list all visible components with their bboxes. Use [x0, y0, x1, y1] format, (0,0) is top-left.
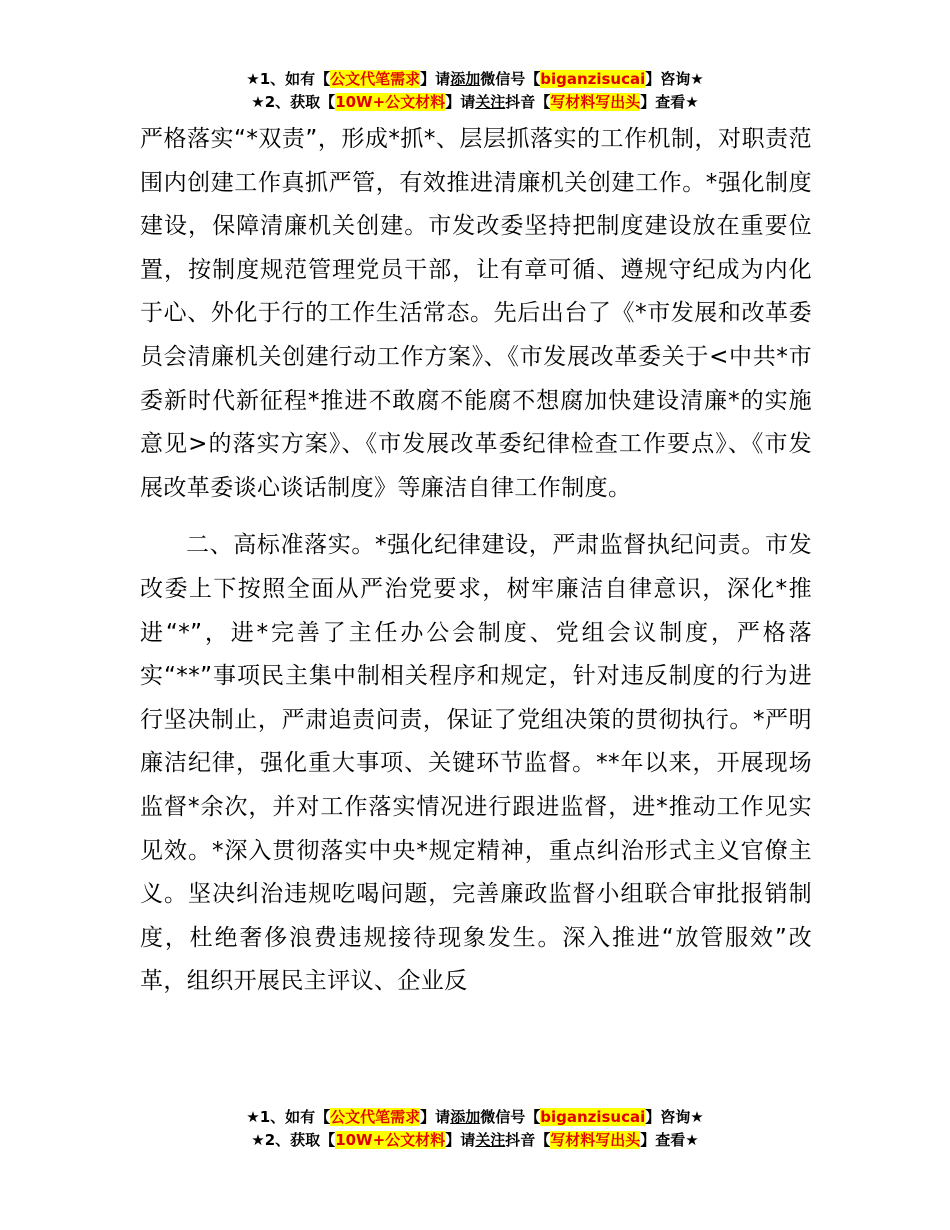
banner-highlight: 10W+公文材料 [335, 1131, 446, 1149]
banner-line-1 [0, 68, 950, 91]
footer-banner [0, 1106, 950, 1152]
banner-text: ★1、如有【 [246, 1108, 331, 1126]
banner-highlight: 写材料写出头 [550, 93, 641, 111]
banner-text: 】查看★ [640, 93, 699, 111]
banner-text: 微信号【 [480, 1108, 541, 1126]
banner-text: 抖音【 [505, 93, 551, 111]
banner-line-2 [0, 1129, 950, 1152]
banner-underlined-text: 添加 [450, 70, 481, 88]
banner-highlight: biganzisucai [540, 1108, 646, 1126]
banner-line-1 [0, 1106, 950, 1129]
banner-text: 微信号【 [480, 70, 541, 88]
banner-text: 】咨询★ [645, 1108, 704, 1126]
banner-text: 抖音【 [505, 1131, 551, 1149]
banner-underlined-text: 添加 [450, 1108, 481, 1126]
header-banner [0, 68, 950, 114]
banner-highlight: biganzisucai [540, 70, 646, 88]
banner-underlined-text: 关注 [475, 1131, 506, 1149]
banner-line-2 [0, 91, 950, 114]
body-paragraph-1: 严格落实“*双责”，形成*抓*、层层抓落实的工作机制，对职责范围内创建工作真抓严管，有效推进清廉机关创建工作。*强化制度建设，保障清廉机关创建。市发改委坚持把制度建设放在重要位置，按制度规范管理党员干部，让有章可循、遵规守纪成为内化于心、外化于行的工作生活常态。先后出台了《*市发展和改革委员会清廉机关创建行动工作方案》、《市发展改革委关于<中共*市委新时代新征程*推进不敢腐不能腐不想腐加快建设清廉*的实施意见>的落实方案》、《市发展改革委纪律检查工作要点》、《市发展改革委谈心谈话制度》等廉洁自律工作制度。 [140, 126, 812, 501]
banner-text: ★2、获取【 [251, 93, 336, 111]
banner-text: 】请 [445, 1131, 476, 1149]
banner-underlined-text: 关注 [475, 93, 506, 111]
banner-text: 】查看★ [640, 1131, 699, 1149]
banner-text: 】咨询★ [645, 70, 704, 88]
banner-highlight: 10W+公文材料 [335, 93, 446, 111]
banner-highlight: 写材料写出头 [550, 1131, 641, 1149]
banner-text: 】请 [420, 1108, 451, 1126]
document-body [140, 118, 812, 1004]
body-paragraph-2: 二、高标准落实。*强化纪律建设，严肃监督执纪问责。市发改委上下按照全面从严治党要求，树牢廉洁自律意识，深化*推进“*”，进*完善了主任办公会制度、党组会议制度，严格落实“**”事项民主集中制相关程序和规定，针对违反制度的行为进行坚决制止，严肃追责问责，保证了党组决策的贯彻执行。*严明廉洁纪律，强化重大事项、关键环节监督。**年以来，开展现场监督*余次，并对工作落实情况进行跟进监督，进*推动工作见实见效。*深入贯彻落实中央*规定精神，重点纠治形式主义官僚主义。坚决纠治违规吃喝问题，完善廉政监督小组联合审批报销制度，杜绝奢侈浪费违规接待现象发生。深入推进“放管服效”改革，组织开展民主评议、企业反 [140, 532, 812, 995]
banner-text: ★2、获取【 [251, 1131, 336, 1149]
banner-highlight: 公文代笔需求 [330, 1108, 421, 1126]
banner-text: ★1、如有【 [246, 70, 331, 88]
banner-text: 】请 [420, 70, 451, 88]
banner-highlight: 公文代笔需求 [330, 70, 421, 88]
banner-text: 】请 [445, 93, 476, 111]
